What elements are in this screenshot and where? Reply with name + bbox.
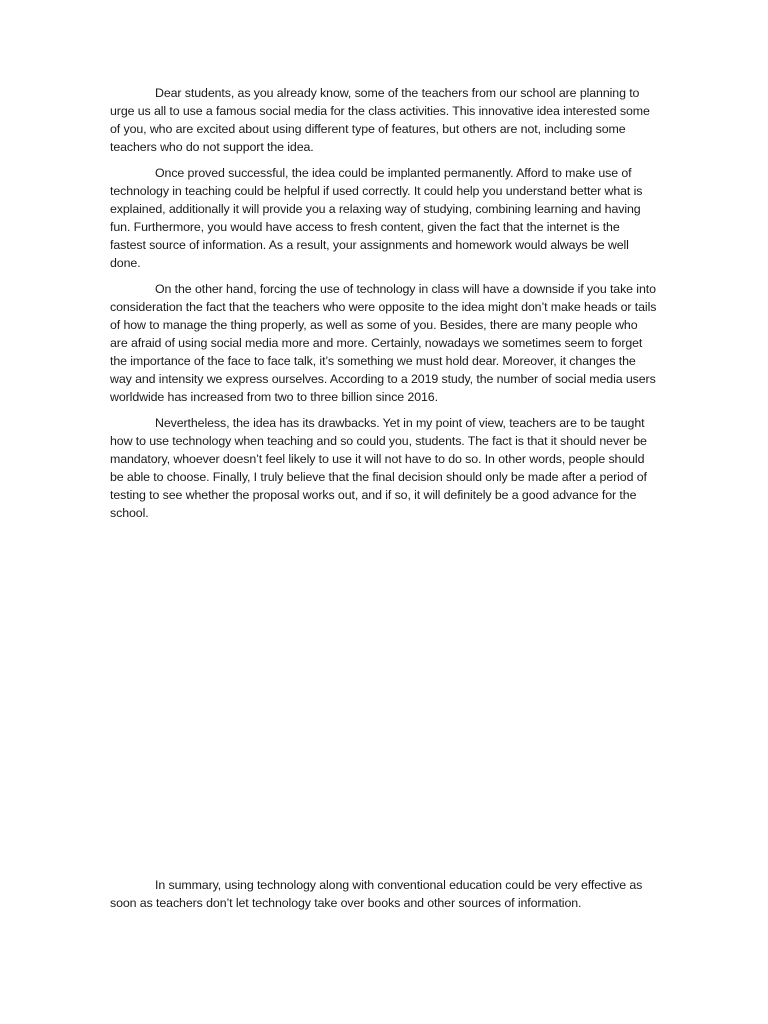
document-body [110,84,658,530]
document-conclusion [110,876,658,920]
paragraph-opinion: Nevertheless, the idea has its drawbacks. Yet in my point of view, teachers are to be taught how to use technology when teaching and so could you, students. The fact is that it should never be mandatory, whoever doesn’t feel likely to use it will not have to do so. In other words, people should be able to choose. Finally, I truly believe that the final decision should only be made after a period of testing to see whether the proposal works out, and if so, it will definitely be a good advance for the school. [110,416,647,520]
paragraph-introduction: Dear students, as you already know, some of the teachers from our school are planning to urge us all to use a famous social media for the class activities. This innovative idea interested some of you, who are excited about using different type of features, but others are not, including some teachers who do not support the idea. [110,86,650,154]
paragraph-summary: In summary, using technology along with conventional education could be very effective as soon as teachers don’t let technology take over books and other sources of information. [110,878,643,910]
paragraph-disadvantages: On the other hand, forcing the use of technology in class will have a downside if you take into consideration the fact that the teachers who were opposite to the idea might don’t make heads or tails of how to manage the thing properly, as well as some of you. Besides, there are many people who are afraid of using social media more and more. Certainly, nowadays we sometimes seem to forget the importance of the face to face talk, it’s something we must hold dear. Moreover, it changes the way and intensity we express ourselves. According to a 2019 study, the number of social media users worldwide has increased from two to three billion since 2016. [110,282,657,404]
paragraph-advantages: Once proved successful, the idea could be implanted permanently. Afford to make use of technology in teaching could be helpful if used correctly. It could help you understand better what is explained, additionally it will provide you a relaxing way of studying, combining learning and having fun. Furthermore, you would have access to fresh content, given the fact that the internet is the fastest source of information. As a result, your assignments and homework would always be well done. [110,166,643,270]
